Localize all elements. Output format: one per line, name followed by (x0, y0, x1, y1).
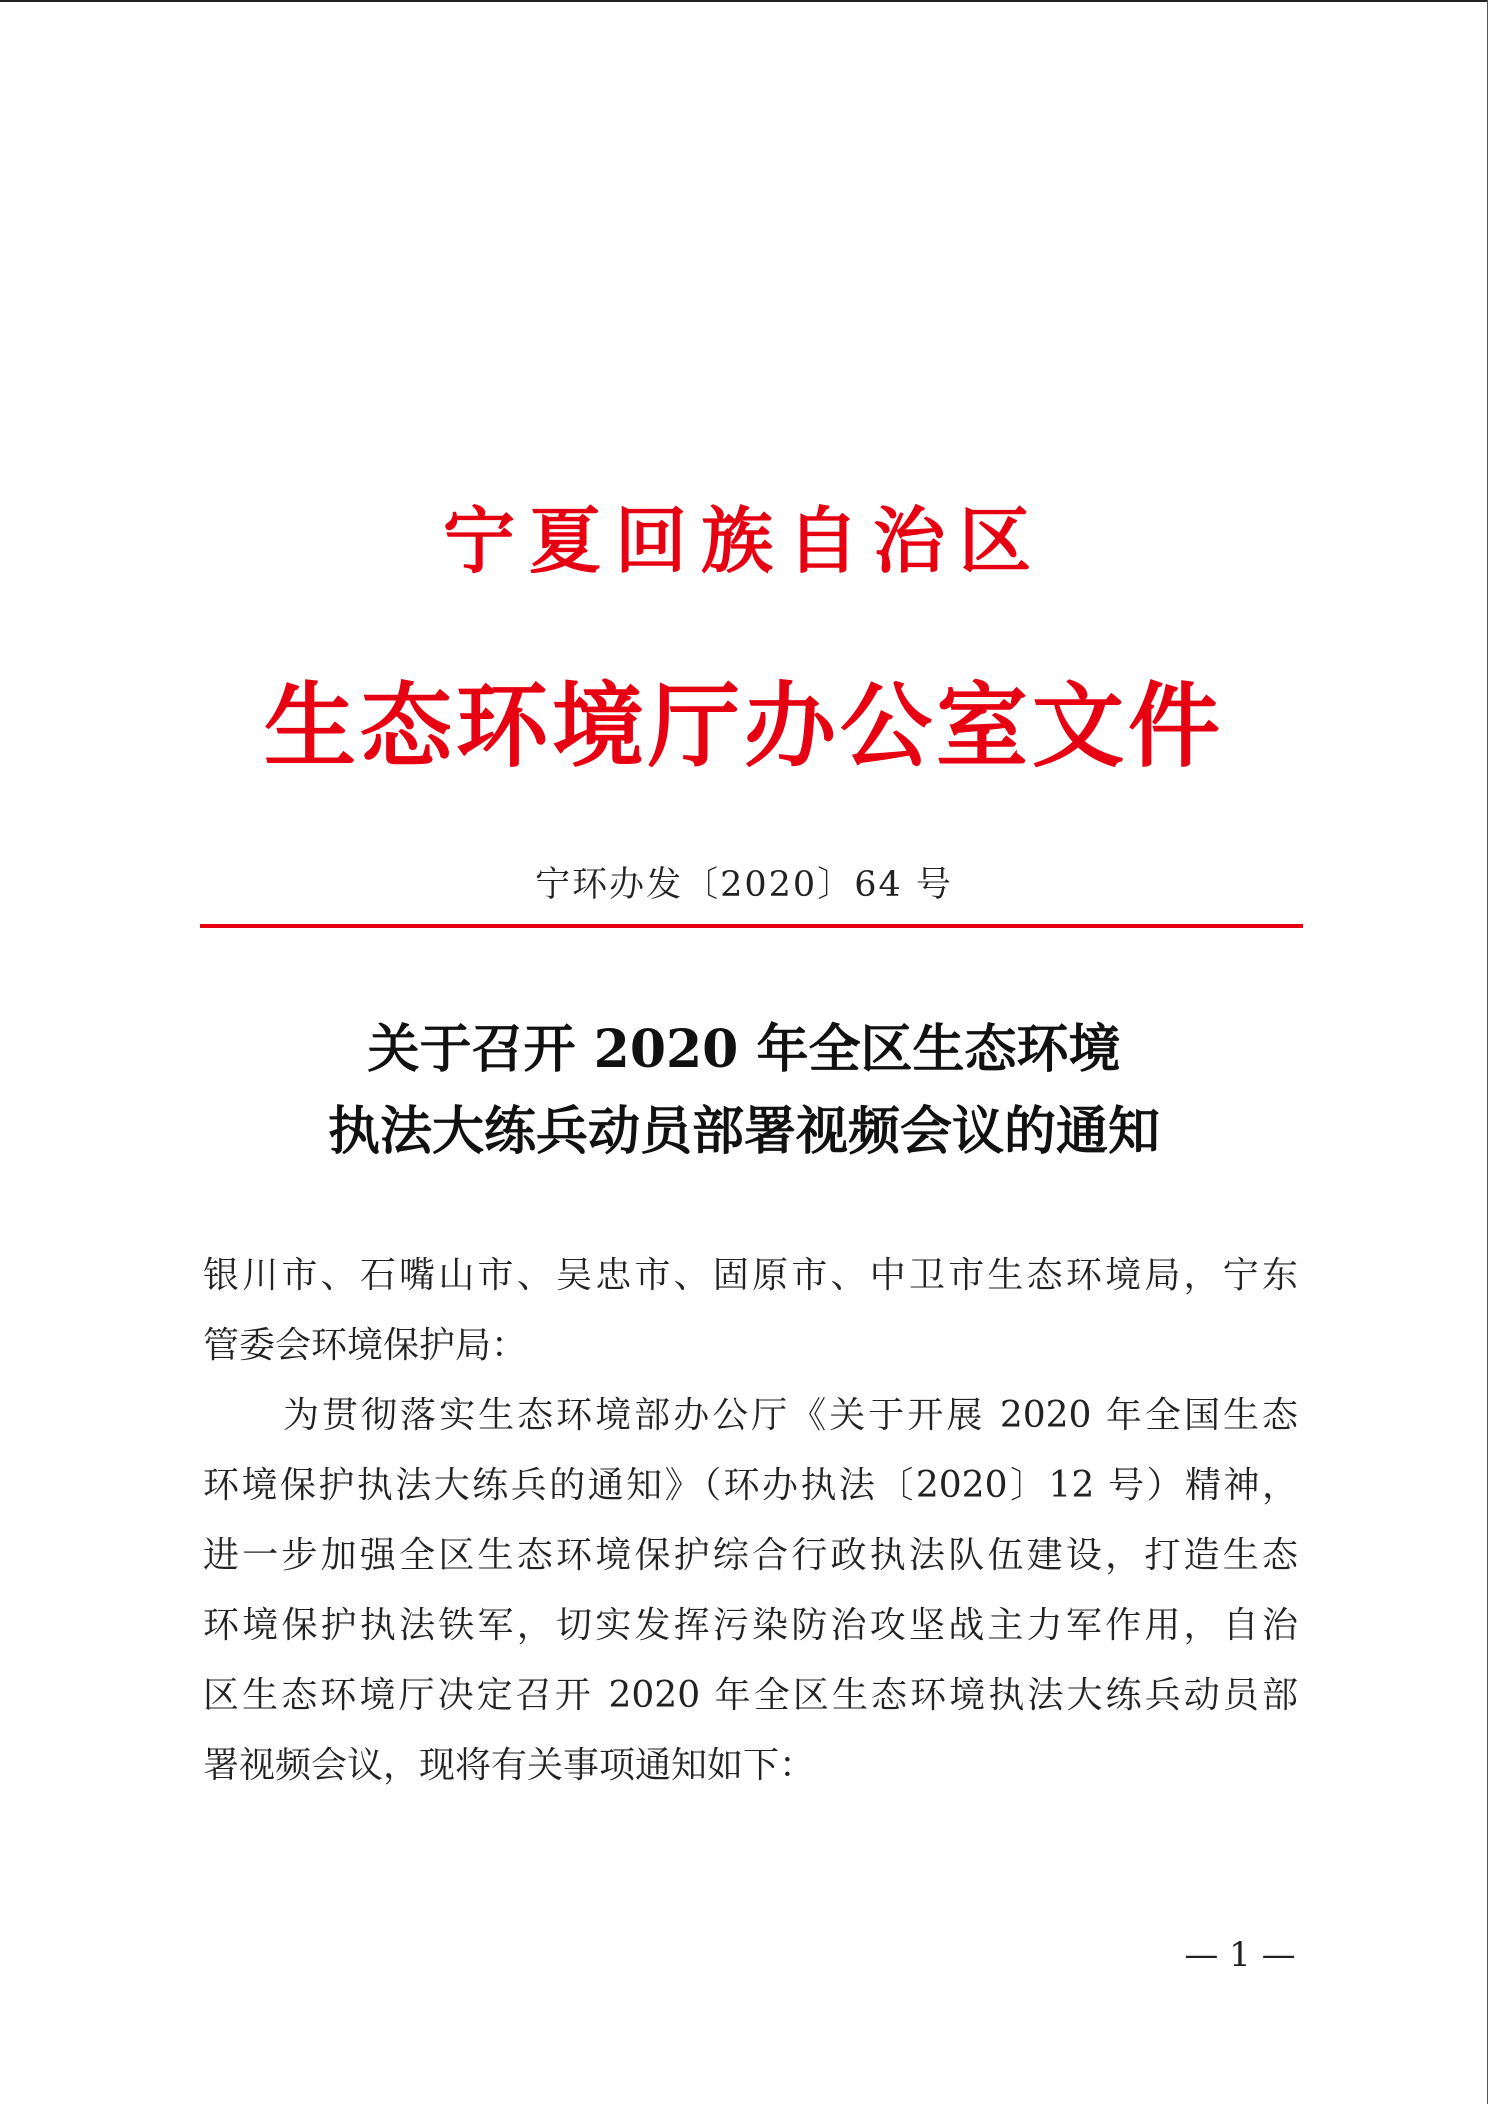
body-line-paragraph-3: 进一步加强全区生态环境保护综合行政执法队伍建设，打造生态 (203, 1535, 1298, 1576)
red-separator-rule (200, 924, 1303, 928)
body-line-paragraph-4: 环境保护执法铁军，切实发挥污染防治攻坚战主力军作用，自治 (203, 1605, 1298, 1646)
body-line-addressee-1: 银川市、石嘴山市、吴忠市、固原市、中卫市生态环境局，宁东 (203, 1255, 1298, 1296)
body-line-addressee-2: 管委会环境保护局： (203, 1325, 528, 1366)
issuer-name-line1: 宁夏回族自治区 (442, 498, 1045, 583)
page-top-border (0, 0, 1488, 2)
document-title-line1: 关于召开 2020 年全区生态环境 (367, 1019, 1121, 1080)
body-line-paragraph-2: 环境保护执法大练兵的通知》（环办执法〔2020〕12 号）精神， (203, 1465, 1298, 1506)
body-line-paragraph-1: 为贯彻落实生态环境部办公厅《关于开展 2020 年全国生态 (283, 1395, 1298, 1436)
document-title-line2: 执法大练兵动员部署视频会议的通知 (327, 1101, 1160, 1162)
document-number: 宁环办发〔2020〕64 号 (535, 865, 953, 905)
body-line-paragraph-5: 区生态环境厅决定召开 2020 年全区生态环境执法大练兵动员部 (203, 1675, 1298, 1716)
page-number: — 1 — (1184, 1935, 1296, 1975)
issuer-name-line2: 生态环境厅办公室文件 (263, 672, 1224, 780)
body-line-paragraph-6: 署视频会议，现将有关事项通知如下： (203, 1745, 816, 1786)
